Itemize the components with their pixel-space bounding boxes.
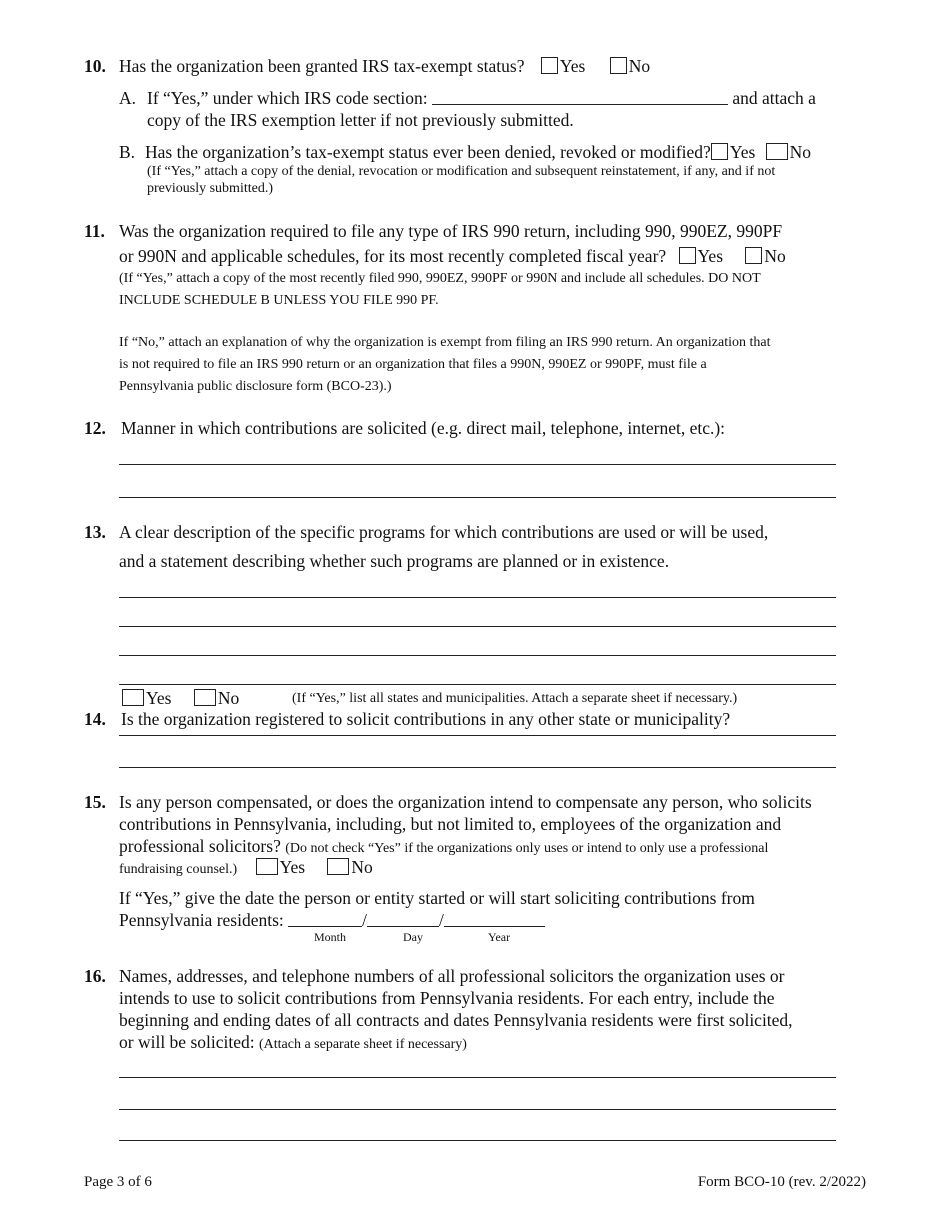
q10a-label: A. bbox=[119, 88, 137, 108]
q16-text-line4-row bbox=[119, 1032, 467, 1053]
yes-label: Yes bbox=[729, 142, 756, 162]
q14-answer-line[interactable] bbox=[119, 767, 836, 768]
q15-note-line1: (Do not check “Yes” if the organizations only uses or intend to only use a professional bbox=[285, 841, 769, 856]
q15-month-label: Month bbox=[314, 930, 347, 944]
no-label: No bbox=[351, 857, 373, 877]
q13-text-line2: and a statement describing whether such programs are planned or in existence. bbox=[119, 551, 670, 571]
q10-yes-option[interactable] bbox=[541, 56, 585, 76]
q15-date-text-line2: Pennsylvania residents: bbox=[119, 910, 284, 930]
q15-yes-option[interactable] bbox=[256, 857, 305, 877]
q16-number: 16. bbox=[84, 966, 106, 986]
q10-text: Has the organization been granted IRS tax-exempt status? bbox=[119, 56, 525, 76]
q15-date-text-line1: If “Yes,” give the date the person or entity started or will start soliciting contributions from bbox=[119, 888, 755, 908]
q11-no-checkbox[interactable] bbox=[745, 247, 762, 264]
q15-month-field[interactable] bbox=[288, 911, 362, 927]
q12-answer-line[interactable] bbox=[119, 497, 836, 498]
q10a-text: If “Yes,” under which IRS code section: bbox=[147, 88, 428, 108]
q15-text-line3 bbox=[119, 836, 768, 857]
q12-number: 12. bbox=[84, 418, 106, 438]
q10b-no-checkbox[interactable] bbox=[766, 143, 788, 160]
q14-answer-line[interactable] bbox=[119, 735, 836, 736]
footer-page-number: Page 3 of 6 bbox=[84, 1174, 152, 1190]
q10a-text-cont: and attach a bbox=[732, 88, 816, 108]
q10b-yes-option[interactable] bbox=[711, 142, 755, 162]
q16-text-line2: intends to use to solicit contributions from Pennsylvania residents. For each entry, include the bbox=[119, 988, 775, 1008]
no-label: No bbox=[217, 688, 240, 708]
q10-no-checkbox[interactable] bbox=[610, 57, 627, 74]
no-label: No bbox=[764, 246, 786, 266]
q16-text-line3: beginning and ending dates of all contracts and dates Pennsylvania residents were first solicited, bbox=[119, 1010, 793, 1030]
q12-text: Manner in which contributions are solicited (e.g. direct mail, telephone, internet, etc.): bbox=[121, 418, 726, 438]
q14-no-option[interactable] bbox=[194, 688, 239, 708]
q11-yes-option[interactable] bbox=[679, 246, 723, 266]
q11-no-option[interactable] bbox=[745, 246, 785, 266]
q16-text-line1: Names, addresses, and telephone numbers of all professional solicitors the organization uses or bbox=[119, 966, 785, 986]
q11-question-line2 bbox=[119, 246, 786, 267]
q13-answer-line[interactable] bbox=[119, 597, 836, 598]
q10a-line1 bbox=[147, 88, 816, 109]
q10a-line2: copy of the IRS exemption letter if not previously submitted. bbox=[147, 110, 574, 130]
q15-yes-checkbox[interactable] bbox=[256, 858, 278, 875]
q11-yes-checkbox[interactable] bbox=[679, 247, 696, 264]
q15-note-line2: fundraising counsel.) bbox=[119, 862, 238, 877]
no-label: No bbox=[628, 56, 651, 76]
q16-note: (Attach a separate sheet if necessary) bbox=[258, 1037, 467, 1052]
no-label: No bbox=[789, 142, 812, 162]
q13-text-line1: A clear description of the specific programs for which contributions are used or will be used, bbox=[119, 522, 769, 542]
q13-answer-line[interactable] bbox=[119, 626, 836, 627]
q14-number: 14. bbox=[84, 709, 106, 729]
q11-note-line1: (If “Yes,” attach a copy of the most recently filed 990, 990EZ, 990PF or 990N and include all schedules. DO NOT bbox=[119, 271, 761, 286]
q10b-no-option[interactable] bbox=[766, 142, 811, 162]
q13-number: 13. bbox=[84, 522, 106, 542]
q12-answer-line[interactable] bbox=[119, 464, 836, 465]
q10b-question bbox=[145, 142, 811, 163]
q10-number: 10. bbox=[84, 56, 106, 76]
q10b-yes-checkbox[interactable] bbox=[711, 143, 728, 160]
q16-answer-line[interactable] bbox=[119, 1109, 836, 1110]
q14-note: (If “Yes,” list all states and municipalities. Attach a separate sheet if necessary.) bbox=[292, 691, 738, 706]
q10-yes-checkbox[interactable] bbox=[541, 57, 558, 74]
q10b-text: Has the organization’s tax-exempt status ever been denied, revoked or modified? bbox=[145, 142, 711, 162]
q11-note-line3: If “No,” attach an explanation of why the organization is exempt from filing an IRS 990 return. An organization that bbox=[119, 335, 771, 350]
q15-text-line1: Is any person compensated, or does the organization intend to compensate any person, who solicits bbox=[119, 792, 812, 812]
q11-text-line2: or 990N and applicable schedules, for its most recently completed fiscal year? bbox=[119, 246, 667, 266]
q14-options bbox=[122, 688, 239, 709]
q14-yes-checkbox[interactable] bbox=[122, 689, 144, 706]
q15-day-field[interactable] bbox=[367, 911, 439, 927]
q15-number: 15. bbox=[84, 792, 106, 812]
yes-label: Yes bbox=[279, 857, 306, 877]
q11-note-line2: INCLUDE SCHEDULE B UNLESS YOU FILE 990 PF. bbox=[119, 293, 439, 308]
q11-note-line5: Pennsylvania public disclosure form (BCO-23).) bbox=[119, 379, 392, 394]
q11-number: 11. bbox=[84, 221, 105, 241]
q15-note-line2-row bbox=[119, 857, 373, 878]
q13-answer-line[interactable] bbox=[119, 684, 836, 685]
date-separator: / bbox=[439, 910, 444, 930]
q13-answer-line[interactable] bbox=[119, 655, 836, 656]
q15-no-option[interactable] bbox=[327, 857, 372, 877]
q16-answer-line[interactable] bbox=[119, 1077, 836, 1078]
q16-answer-line[interactable] bbox=[119, 1140, 836, 1141]
q15-text-line3-main: professional solicitors? bbox=[119, 836, 281, 856]
yes-label: Yes bbox=[146, 688, 172, 708]
q11-text-line1: Was the organization required to file any type of IRS 990 return, including 990, 990EZ, 990PF bbox=[119, 221, 783, 241]
q11-note-line4: is not required to file an IRS 990 return or an organization that files a 990N, 990EZ or 990PF, must file a bbox=[119, 357, 707, 372]
q10-no-option[interactable] bbox=[610, 56, 650, 76]
q10b-note-line2: previously submitted.) bbox=[147, 181, 273, 196]
q10b-note-line1: (If “Yes,” attach a copy of the denial, revocation or modification and subsequent reinstatement, if any, and if not bbox=[147, 164, 776, 179]
yes-label: Yes bbox=[559, 56, 586, 76]
yes-label: Yes bbox=[697, 246, 724, 266]
q15-date-row bbox=[119, 910, 545, 931]
q15-text-line2: contributions in Pennsylvania, including, but not limited to, employees of the organization and bbox=[119, 814, 782, 834]
q15-day-label: Day bbox=[403, 930, 423, 944]
q15-year-label: Year bbox=[488, 930, 511, 944]
q10b-label: B. bbox=[119, 142, 136, 162]
q16-text-line4: or will be solicited: bbox=[119, 1032, 255, 1052]
q14-no-checkbox[interactable] bbox=[194, 689, 216, 706]
q10-question bbox=[119, 56, 650, 77]
q10a-code-section-field[interactable] bbox=[432, 89, 728, 105]
q14-yes-option[interactable] bbox=[122, 688, 171, 708]
q15-no-checkbox[interactable] bbox=[327, 858, 349, 875]
q15-year-field[interactable] bbox=[444, 911, 545, 927]
q14-text: Is the organization registered to solicit contributions in any other state or municipality? bbox=[121, 709, 731, 729]
footer-form-id: Form BCO-10 (rev. 2/2022) bbox=[697, 1174, 866, 1190]
date-separator: / bbox=[362, 910, 368, 930]
